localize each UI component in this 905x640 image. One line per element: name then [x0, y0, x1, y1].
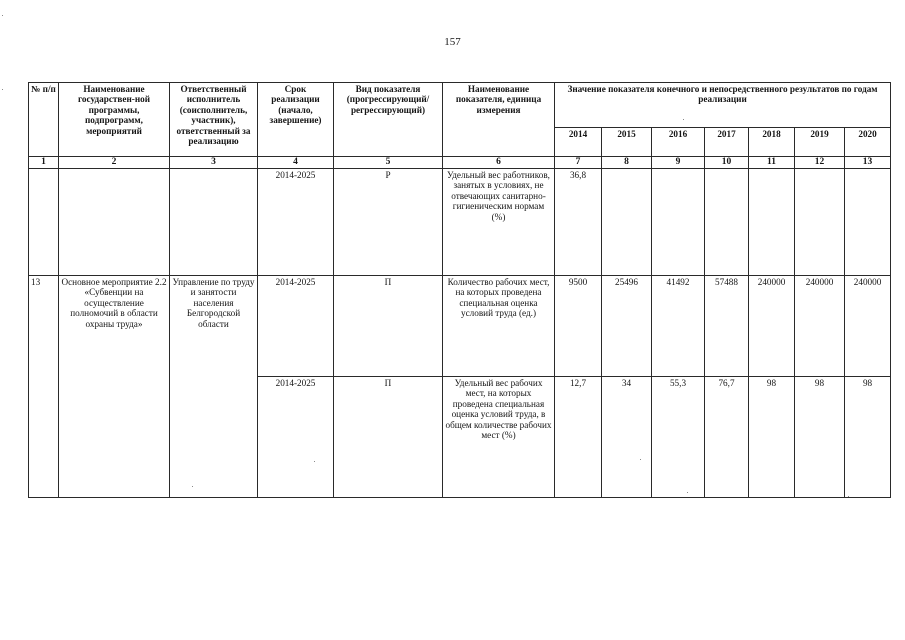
row-value-2015: 34 [602, 377, 652, 498]
row-value-2015 [602, 169, 652, 276]
row-value-2017 [705, 169, 749, 276]
row-num [29, 169, 59, 276]
column-number-row [29, 157, 891, 169]
column-number: 11 [749, 157, 795, 169]
column-number: 12 [795, 157, 845, 169]
year-header: 2016 [652, 128, 705, 157]
header-values-group: Значение показателя конечного и непосредственного результатов по годам реализации [555, 83, 891, 128]
row-term: 2014-2025 [258, 276, 334, 377]
row-num: 13 [29, 276, 59, 498]
row-program-name [59, 169, 170, 276]
row-value-2015: 25496 [602, 276, 652, 377]
row-term: 2014-2025 [258, 377, 334, 498]
column-number: 4 [258, 157, 334, 169]
scan-speck [2, 15, 3, 16]
row-indicator-name: Удельный вес рабочих мест, на которых проведена специальная оценка условий труда, в общем количестве рабочих мест (%) [443, 377, 555, 498]
row-indicator-name: Удельный вес работников, занятых в условиях, не отвечающих санитарно-гигиеническим нормам (%) [443, 169, 555, 276]
column-number: 3 [170, 157, 258, 169]
column-number: 2 [59, 157, 170, 169]
row-value-2019: 240000 [795, 276, 845, 377]
row-executor: Управление по труду и занятости населения Белгородской области [170, 276, 258, 498]
row-term: 2014-2025 [258, 169, 334, 276]
header-term: Срок реализации (начало, завершение) [258, 83, 334, 157]
year-header: 2017 [705, 128, 749, 157]
header-program-name: Наименование государствен-ной программы, подпрограмм, мероприятий [59, 83, 170, 157]
row-program-name: Основное мероприятие 2.2 «Субвенции на осуществление полномочий в области охраны труда» [59, 276, 170, 498]
table-row [29, 169, 891, 276]
row-value-2018: 98 [749, 377, 795, 498]
page-number: 157 [444, 36, 461, 48]
row-value-2019 [795, 169, 845, 276]
column-number: 7 [555, 157, 602, 169]
year-header: 2014 [555, 128, 602, 157]
row-value-2020 [845, 169, 891, 276]
row-value-2017: 57488 [705, 276, 749, 377]
header-row [29, 83, 891, 128]
row-indicator-type: П [334, 276, 443, 377]
row-value-2014: 36,8 [555, 169, 602, 276]
header-num: № п/п [29, 83, 59, 157]
row-value-2017: 76,7 [705, 377, 749, 498]
row-indicator-type: Р [334, 169, 443, 276]
indicators-table [28, 82, 891, 498]
row-value-2016: 41492 [652, 276, 705, 377]
row-executor [170, 169, 258, 276]
year-header: 2015 [602, 128, 652, 157]
column-number: 6 [443, 157, 555, 169]
row-value-2020: 98 [845, 377, 891, 498]
column-number: 5 [334, 157, 443, 169]
row-value-2014: 12,7 [555, 377, 602, 498]
row-value-2018: 240000 [749, 276, 795, 377]
table-row [29, 276, 891, 377]
column-number: 13 [845, 157, 891, 169]
column-number: 1 [29, 157, 59, 169]
row-value-2016: 55,3 [652, 377, 705, 498]
row-value-2016 [652, 169, 705, 276]
row-value-2014: 9500 [555, 276, 602, 377]
year-header: 2019 [795, 128, 845, 157]
header-indicator-name: Наименование показателя, единица измерения [443, 83, 555, 157]
scan-speck [2, 89, 3, 90]
header-executor: Ответственный исполнитель (соисполнитель, участник), ответственный за реализацию [170, 83, 258, 157]
column-number: 10 [705, 157, 749, 169]
column-number: 8 [602, 157, 652, 169]
row-value-2020: 240000 [845, 276, 891, 377]
column-number: 9 [652, 157, 705, 169]
header-indicator-type: Вид показателя (прогрессирующий/ регрессирующий) [334, 83, 443, 157]
row-value-2019: 98 [795, 377, 845, 498]
year-header: 2020 [845, 128, 891, 157]
row-indicator-name: Количество рабочих мест, на которых проведена специальная оценка условий труда (ед.) [443, 276, 555, 377]
year-header: 2018 [749, 128, 795, 157]
row-value-2018 [749, 169, 795, 276]
row-indicator-type: П [334, 377, 443, 498]
